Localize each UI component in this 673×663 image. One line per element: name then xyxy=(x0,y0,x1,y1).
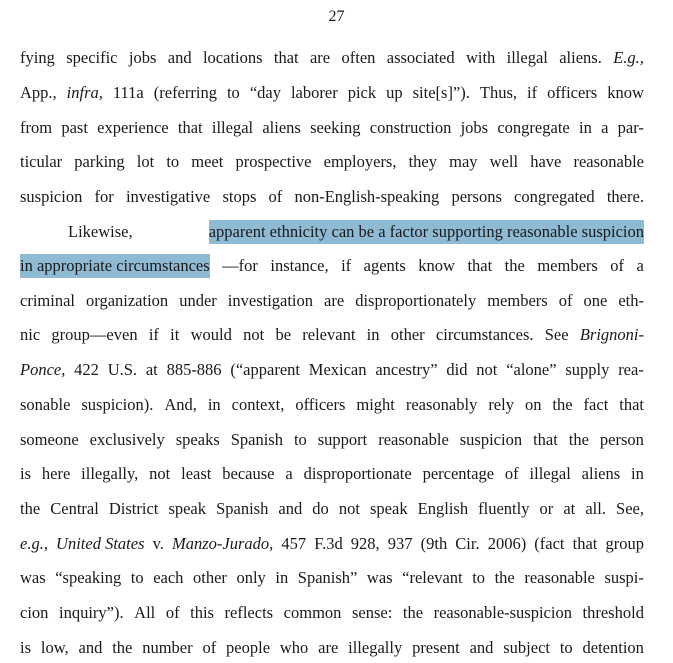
word: aliens xyxy=(581,464,621,483)
word: suspicion xyxy=(459,430,523,449)
word: speak xyxy=(168,499,207,518)
word: group—even xyxy=(51,325,138,344)
word: in xyxy=(631,464,644,483)
word: if xyxy=(527,83,538,102)
word: present xyxy=(412,638,460,657)
text-line xyxy=(20,358,644,382)
word: it xyxy=(170,325,180,344)
word: often xyxy=(341,48,376,67)
word: criminal xyxy=(20,291,75,310)
word: fying xyxy=(20,48,55,67)
word: instance, xyxy=(270,256,329,275)
word: of xyxy=(504,464,519,483)
word: the xyxy=(20,499,41,518)
word: illegally, xyxy=(81,464,139,483)
text-line xyxy=(20,601,644,625)
word: ticular xyxy=(20,152,63,171)
word: suspicion xyxy=(20,187,83,206)
word: other xyxy=(390,325,425,344)
word: (referring xyxy=(153,83,217,102)
word: E.g., xyxy=(613,48,644,67)
word: up xyxy=(386,83,403,102)
text-line xyxy=(20,532,644,556)
word: to xyxy=(559,638,573,657)
word: parking xyxy=(74,152,125,171)
word: par- xyxy=(617,118,644,137)
word: 885-886 xyxy=(166,360,222,379)
word: illegally xyxy=(348,638,403,657)
word: “day xyxy=(249,83,281,102)
word: experience xyxy=(97,118,169,137)
word: Ponce, xyxy=(20,360,66,379)
word: not xyxy=(243,325,265,344)
text-line xyxy=(20,254,644,278)
word: percentage xyxy=(422,464,495,483)
word: site[s]”). xyxy=(412,83,470,102)
word: threshold xyxy=(582,603,644,622)
word: Spanish” xyxy=(297,568,358,587)
word: person xyxy=(599,430,644,449)
word: to xyxy=(472,568,486,587)
word: illegal xyxy=(506,48,548,67)
word: And, xyxy=(164,395,197,414)
text-line xyxy=(20,497,644,521)
word: pick xyxy=(347,83,377,102)
word: of xyxy=(268,187,283,206)
word: past xyxy=(61,118,88,137)
word: in xyxy=(578,118,592,137)
word: or xyxy=(539,499,554,518)
word: v. xyxy=(152,534,164,553)
word: the xyxy=(552,395,573,414)
word: 422 xyxy=(74,360,99,379)
word: 2006) xyxy=(487,534,527,553)
word: speaks xyxy=(175,430,220,449)
word: would xyxy=(190,325,232,344)
word: in xyxy=(275,568,289,587)
word: did xyxy=(446,360,468,379)
word: members xyxy=(537,256,598,275)
word: non-English-speaking xyxy=(294,187,440,206)
word: 937 xyxy=(387,534,413,553)
word: may xyxy=(449,152,478,171)
word: know xyxy=(607,83,644,102)
word: and xyxy=(469,638,494,657)
word: Likewise, xyxy=(68,222,133,241)
word: of xyxy=(558,291,573,310)
word: of xyxy=(202,638,217,657)
word: jobs xyxy=(460,118,489,137)
word: low, xyxy=(40,638,69,657)
text-line xyxy=(68,220,644,244)
word: a xyxy=(285,464,293,483)
word: illegal xyxy=(211,118,254,137)
word: is xyxy=(20,464,32,483)
word: organization xyxy=(86,291,169,310)
word: (“apparent xyxy=(230,360,300,379)
word: 111a xyxy=(112,83,144,102)
word: was xyxy=(20,568,46,587)
word: reasonable xyxy=(524,568,595,587)
word: to xyxy=(166,152,180,171)
word: on xyxy=(524,395,542,414)
word: group xyxy=(605,534,644,553)
word: illegal xyxy=(529,464,571,483)
word: if xyxy=(148,325,159,344)
word: with xyxy=(465,48,496,67)
word: sense: xyxy=(351,603,393,622)
word: Spanish xyxy=(216,499,269,518)
text-line xyxy=(20,566,644,590)
word: relevant xyxy=(302,325,356,344)
word: is xyxy=(20,638,32,657)
word: “relevant xyxy=(402,568,463,587)
word: other xyxy=(192,568,227,587)
word: have xyxy=(530,152,562,171)
word: reflects xyxy=(224,603,274,622)
word: jobs xyxy=(128,48,157,67)
word: United States xyxy=(56,534,145,553)
word: one xyxy=(583,291,608,310)
word: this xyxy=(190,603,214,622)
word: e.g., xyxy=(20,534,48,553)
word: to xyxy=(293,430,307,449)
word: number xyxy=(142,638,193,657)
word: congregated xyxy=(514,187,595,206)
word: officers xyxy=(295,395,346,414)
text-line xyxy=(20,462,644,486)
word: a xyxy=(636,256,644,275)
word: context, xyxy=(231,395,285,414)
word: suspicion). xyxy=(81,395,154,414)
word: Thus, xyxy=(479,83,518,102)
word: stops xyxy=(222,187,257,206)
word: that xyxy=(467,256,493,275)
word: locations xyxy=(202,48,263,67)
word: fluently xyxy=(478,499,530,518)
word: Mexican xyxy=(308,360,367,379)
word: specific xyxy=(66,48,118,67)
word: All xyxy=(134,603,156,622)
word: seeking xyxy=(310,118,361,137)
word: associated xyxy=(386,48,455,67)
word: that xyxy=(533,430,558,449)
highlighted-text: apparent ethnicity can be a factor supporting reasonable suspicion xyxy=(209,220,644,244)
word: are xyxy=(309,48,331,67)
word: rely xyxy=(488,395,514,414)
word: might xyxy=(356,395,395,414)
word: disproportionately xyxy=(355,291,477,310)
word: inquiry”). xyxy=(58,603,124,622)
word: speak xyxy=(370,499,408,518)
word: at xyxy=(145,360,158,379)
word: someone xyxy=(20,430,79,449)
word: ancestry” xyxy=(375,360,438,379)
word: do xyxy=(312,499,329,518)
word: (fact xyxy=(534,534,565,553)
word: exclusively xyxy=(89,430,165,449)
word: only xyxy=(236,568,266,587)
word: —for xyxy=(222,256,258,275)
word: under xyxy=(179,291,217,310)
word: they xyxy=(408,152,438,171)
word: support xyxy=(317,430,368,449)
word: (9th xyxy=(420,534,448,553)
word: investigation xyxy=(227,291,314,310)
word: See xyxy=(544,325,569,344)
word: sonable xyxy=(20,395,71,414)
word: of xyxy=(165,603,180,622)
word: be xyxy=(275,325,292,344)
word: See, xyxy=(616,499,644,518)
word: aliens. xyxy=(559,48,602,67)
text-line xyxy=(20,81,644,105)
word: fact xyxy=(583,395,609,414)
word: Manzo-Jurado, xyxy=(172,534,274,553)
word: the xyxy=(494,568,515,587)
word: people xyxy=(226,638,271,657)
word: was xyxy=(366,568,393,587)
text-line xyxy=(20,636,644,660)
word: reasonable xyxy=(378,430,449,449)
word: employers, xyxy=(323,152,397,171)
word: 928, xyxy=(350,534,380,553)
text-line xyxy=(20,428,644,452)
text-line xyxy=(20,185,644,209)
word: the xyxy=(402,603,424,622)
word: nic xyxy=(20,325,41,344)
word: officers xyxy=(547,83,598,102)
word: from xyxy=(20,118,53,137)
word: laborer xyxy=(290,83,338,102)
word: cion xyxy=(20,603,49,622)
word: members xyxy=(487,291,548,310)
word: rea- xyxy=(618,360,644,379)
word: eth- xyxy=(618,291,644,310)
word: 457 xyxy=(281,534,307,553)
word: infra, xyxy=(66,83,103,102)
word: that xyxy=(177,118,203,137)
word: that xyxy=(273,48,299,67)
word: least xyxy=(181,464,212,483)
word: all. xyxy=(585,499,606,518)
word: not xyxy=(338,499,360,518)
word: U.S. xyxy=(107,360,138,379)
word: construction xyxy=(369,118,452,137)
word: F.3d xyxy=(314,534,343,553)
word: to xyxy=(226,83,240,102)
word: subject xyxy=(503,638,550,657)
word: are xyxy=(318,638,339,657)
word: investigative xyxy=(125,187,211,206)
word: are xyxy=(324,291,345,310)
text-line xyxy=(20,46,644,70)
word: District xyxy=(108,499,159,518)
word: supply xyxy=(565,360,610,379)
word: the xyxy=(504,256,525,275)
text-line xyxy=(20,116,644,140)
text-line xyxy=(20,289,644,313)
word: Central xyxy=(50,499,99,518)
word: reasonably xyxy=(405,395,478,414)
page-number: 27 xyxy=(328,8,345,25)
word: Cir. xyxy=(455,534,480,553)
word: that xyxy=(619,395,644,414)
word: lot xyxy=(136,152,155,171)
word: the xyxy=(112,638,133,657)
word: each xyxy=(153,568,184,587)
word: agents xyxy=(363,256,406,275)
word: English xyxy=(417,499,469,518)
word: congregate xyxy=(497,118,570,137)
word: in xyxy=(207,395,221,414)
word: and xyxy=(278,499,303,518)
word: meet xyxy=(191,152,224,171)
word: here xyxy=(41,464,71,483)
word: prospective xyxy=(235,152,312,171)
word: suspi- xyxy=(604,568,644,587)
word: who xyxy=(279,638,309,657)
word: not xyxy=(149,464,171,483)
highlighted-text: in appropriate circumstances xyxy=(20,254,210,278)
word: detention xyxy=(582,638,644,657)
text-line xyxy=(20,393,644,417)
word: well xyxy=(489,152,519,171)
word: Brignoni- xyxy=(579,325,644,344)
word: reasonable-suspicion xyxy=(433,603,572,622)
text-line xyxy=(20,150,644,174)
word: for xyxy=(94,187,114,206)
text-line xyxy=(20,323,644,347)
word: Spanish xyxy=(230,430,283,449)
word: that xyxy=(572,534,598,553)
word: because xyxy=(222,464,275,483)
word: disproportionate xyxy=(303,464,412,483)
word: circumstances. xyxy=(435,325,534,344)
word: common xyxy=(283,603,342,622)
word: and xyxy=(167,48,192,67)
word: and xyxy=(78,638,103,657)
word: App., xyxy=(20,83,57,102)
word: not xyxy=(476,360,498,379)
word: in xyxy=(366,325,380,344)
word: “alone” xyxy=(506,360,557,379)
word: “speaking xyxy=(55,568,122,587)
word: aliens xyxy=(262,118,301,137)
word: at xyxy=(563,499,576,518)
word: persons xyxy=(451,187,502,206)
word: to xyxy=(130,568,144,587)
word: if xyxy=(341,256,352,275)
word: of xyxy=(610,256,625,275)
word: there. xyxy=(606,187,644,206)
word: know xyxy=(418,256,455,275)
word: reasonable xyxy=(573,152,644,171)
word: the xyxy=(568,430,589,449)
word: a xyxy=(601,118,609,137)
